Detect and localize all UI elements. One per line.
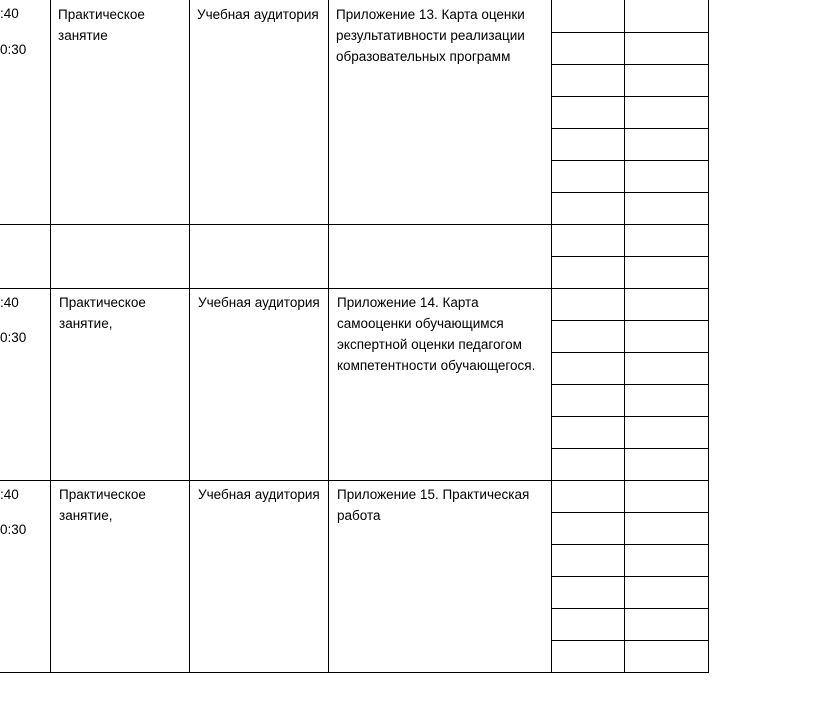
grid-cell-border [551,640,709,641]
grid-cell-border [551,320,709,321]
time-end: 0:30 [0,330,27,345]
grid-cell-border [551,544,709,545]
grid-cell-border [551,512,709,513]
grid-cell-border [551,608,709,609]
col-border-place [328,0,329,673]
grid-cell-border [551,448,709,449]
activity-form: Практическое занятие, [59,487,146,523]
grid-cell-border [551,416,709,417]
activity-material: Приложение 13. Карта оценки результативности реализации образовательных программ [336,7,525,64]
grid-cell-border [551,352,709,353]
time-end: 0:30 [0,42,27,57]
activity-place: Учебная аудитория [198,295,320,310]
grid-cell-border [551,256,709,257]
row-border [0,288,709,289]
row-border [0,224,709,225]
time-end: 0:30 [0,522,27,537]
grid-cell-border [551,576,709,577]
col-border-grid-2 [708,0,709,673]
time-start: :40 [0,6,19,21]
activity-form: Практическое занятие, [59,295,146,331]
grid-cell-border [551,64,709,65]
grid-cell-border [551,32,709,33]
activity-material: Приложение 14. Карта самооценки обучающимся экспертной оценки педагогом компетентности обучающегося. [337,295,536,373]
row-border [0,672,709,673]
grid-cell-border [551,384,709,385]
activity-material: Приложение 15. Практическая работа [337,487,530,523]
time-start: :40 [0,295,19,310]
col-border-time [50,0,51,673]
activity-place: Учебная аудитория [197,7,319,22]
grid-cell-border [551,160,709,161]
row-border [0,480,709,481]
col-border-material [551,0,552,673]
activity-form: Практическое занятие [58,7,145,43]
col-border-grid-1 [624,0,625,673]
time-start: :40 [0,487,19,502]
col-border-form [189,0,190,673]
grid-cell-border [551,192,709,193]
grid-cell-border [551,96,709,97]
activity-place: Учебная аудитория [198,487,320,502]
grid-cell-border [551,128,709,129]
